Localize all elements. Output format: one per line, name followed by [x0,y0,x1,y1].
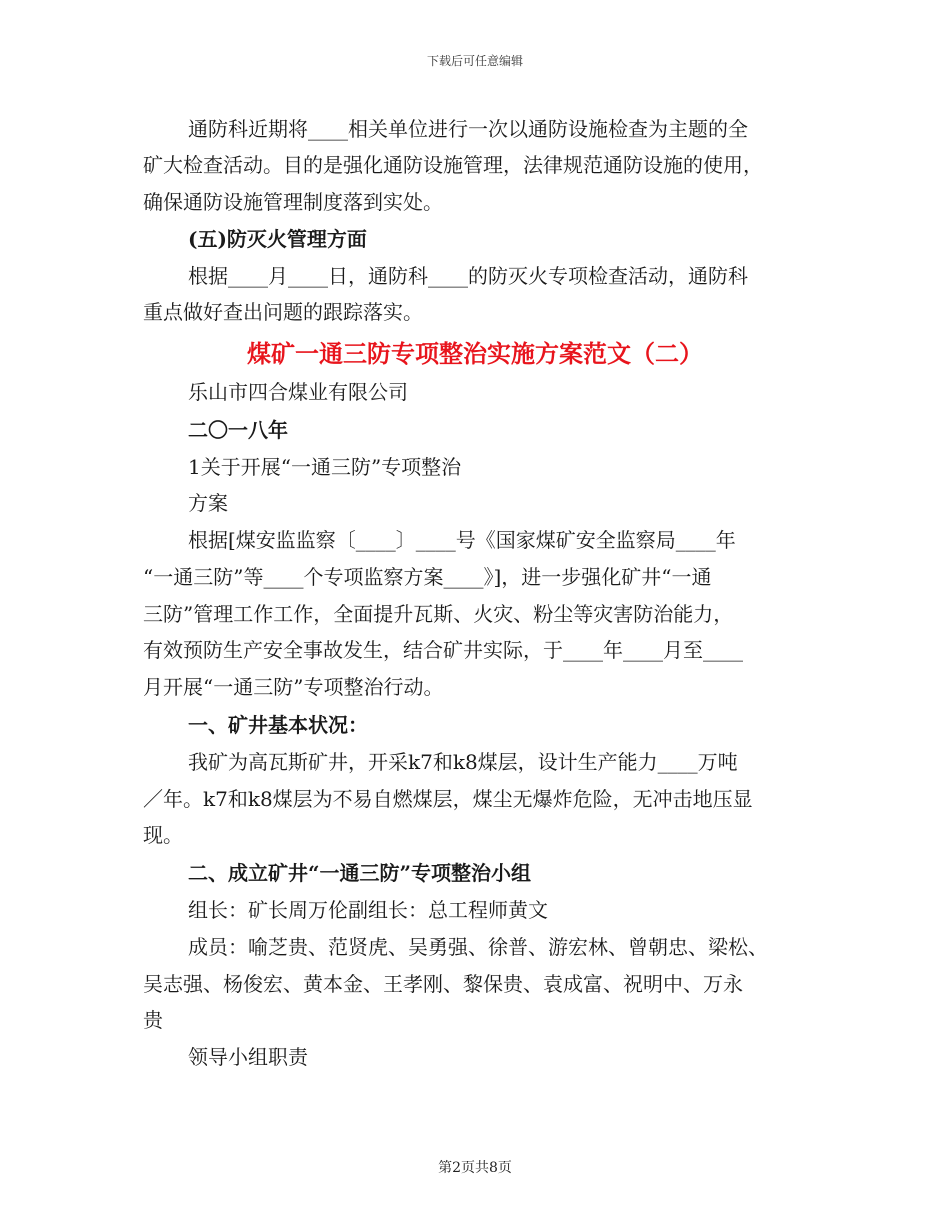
paragraph-line: ／年。k7和k8煤层为不易自燃煤层，煤尘无爆炸危险，无冲击地压显 [143,787,753,811]
paragraph-line: 成员：喻芝贵、范贤虎、吴勇强、徐普、游宏林、曾朝忠、梁松、 [188,935,768,959]
page-footer: 第2页共8页 [438,1160,512,1176]
paragraph-line: 确保通防设施管理制度落到实处。 [143,190,443,214]
section-heading: 一、矿井基本状况： [188,713,368,737]
paragraph-line: 1关于开展“一通三防”专项整治 [188,455,462,479]
paragraph-line: 根据____月____日，通防科____的防灭火专项检查活动，通防科 [188,264,748,288]
paragraph-line: 我矿为高瓦斯矿井，开采k7和k8煤层，设计生产能力____万吨 [188,750,738,774]
paragraph-line: 通防科近期将____相关单位进行一次以通防设施检查为主题的全 [188,117,748,141]
year-line: 二〇一八年 [188,418,288,442]
paragraph-line: 贵 [143,1008,163,1032]
paragraph-line: 矿大检查活动。目的是强化通防设施管理，法律规范通防设施的使用， [143,153,763,177]
section-heading: (五)防灭火管理方面 [188,227,367,251]
paragraph-line: 有效预防生产安全事故发生，结合矿井实际，于____年____月至____ [143,638,743,662]
page-header: 下载后可任意编辑 [426,54,523,68]
paragraph-line: 组长：矿长周万伦副组长：总工程师黄文 [188,898,548,922]
paragraph-line: “一通三防”等____个专项监察方案____》]，进一步强化矿井“一通 [143,565,712,589]
section-heading: 二、成立矿井“一通三防”专项整治小组 [188,861,532,885]
paragraph-line: 月开展“一通三防”专项整治行动。 [143,675,444,699]
paragraph-line: 重点做好查出问题的跟踪落实。 [143,300,423,324]
paragraph-line: 三防”管理工作工作，全面提升瓦斯、火灾、粉尘等灾害防治能力， [143,602,734,626]
paragraph-line: 现。 [143,823,183,847]
company-name: 乐山市四合煤业有限公司 [188,380,408,404]
paragraph-line: 领导小组职责 [188,1045,308,1069]
paragraph-line: 吴志强、杨俊宏、黄本金、王孝刚、黎保贵、袁成富、祝明中、万永 [143,972,743,996]
document-title: 煤矿一通三防专项整治实施方案范文（二） [247,339,703,368]
paragraph-line: 根据[煤安监监察〔____〕____号《国家煤矿安全监察局____年 [188,528,736,552]
paragraph-line: 方案 [188,491,228,515]
